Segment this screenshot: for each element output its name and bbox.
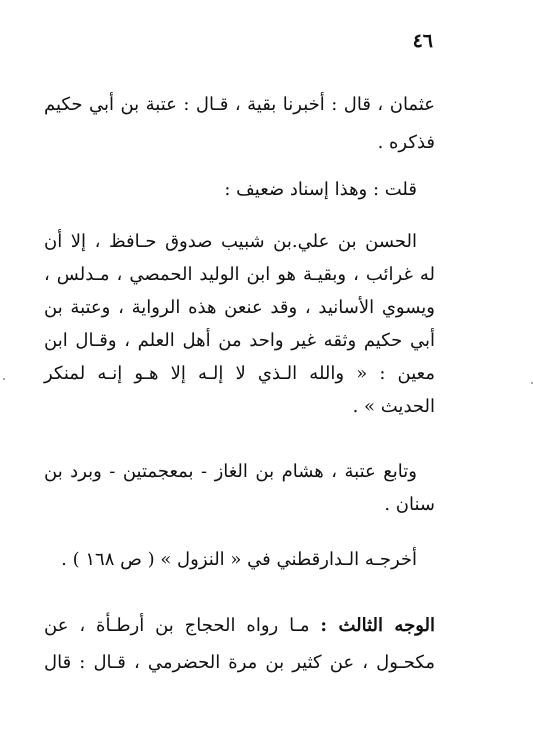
section-heading: الوجه الثالث :: [320, 615, 435, 636]
text-line: وتابع عتبة ، هشام بن الغاز - بمعجمتين - وبرد بن: [44, 461, 417, 482]
text-line: سنان .: [384, 494, 435, 515]
text-line-with-heading: [44, 611, 435, 641]
text-line: أبي حكيم وثقه غير واحد من أهل العلم ، وقـال ابن: [44, 330, 435, 351]
text-line: أخرجـه الـدارقطني في « النزول » ( ص ١٦٨ ) .: [61, 549, 417, 570]
text-line: قلت : وهذا إسناد ضعيف :: [224, 179, 417, 200]
text-line: فذكره .: [377, 132, 435, 153]
text-span: مـا رواه الحجاج بن أرطـأة ، عن: [44, 615, 321, 636]
page-number: ٤٦: [412, 30, 433, 52]
text-line: الحديث » .: [352, 396, 435, 417]
text-line: مكحـول ، عن كثير بن مرة الحضرمي ، قـال : قال: [44, 652, 435, 673]
text-line: الحسن بن علي.بن شبيب صدوق حـافظ ، إلا أن: [44, 231, 417, 252]
text-line: معين : « والله الـذي لا إلـه إلا هـو إنـه لمنكر: [44, 363, 435, 384]
text-line: ويسوي الأسانيد ، وقد عنعن هذه الرواية ، وعتبة بن: [44, 297, 435, 318]
text-line: عثمان ، قال : أخبرنا بقية ، قـال : عتبة بن أبي حكيم: [44, 94, 435, 115]
text-line: له غرائب ، وبقيـة هو ابن الوليد الحمصي ، مـدلس ،: [44, 264, 435, 285]
scan-dot: [3, 378, 5, 380]
